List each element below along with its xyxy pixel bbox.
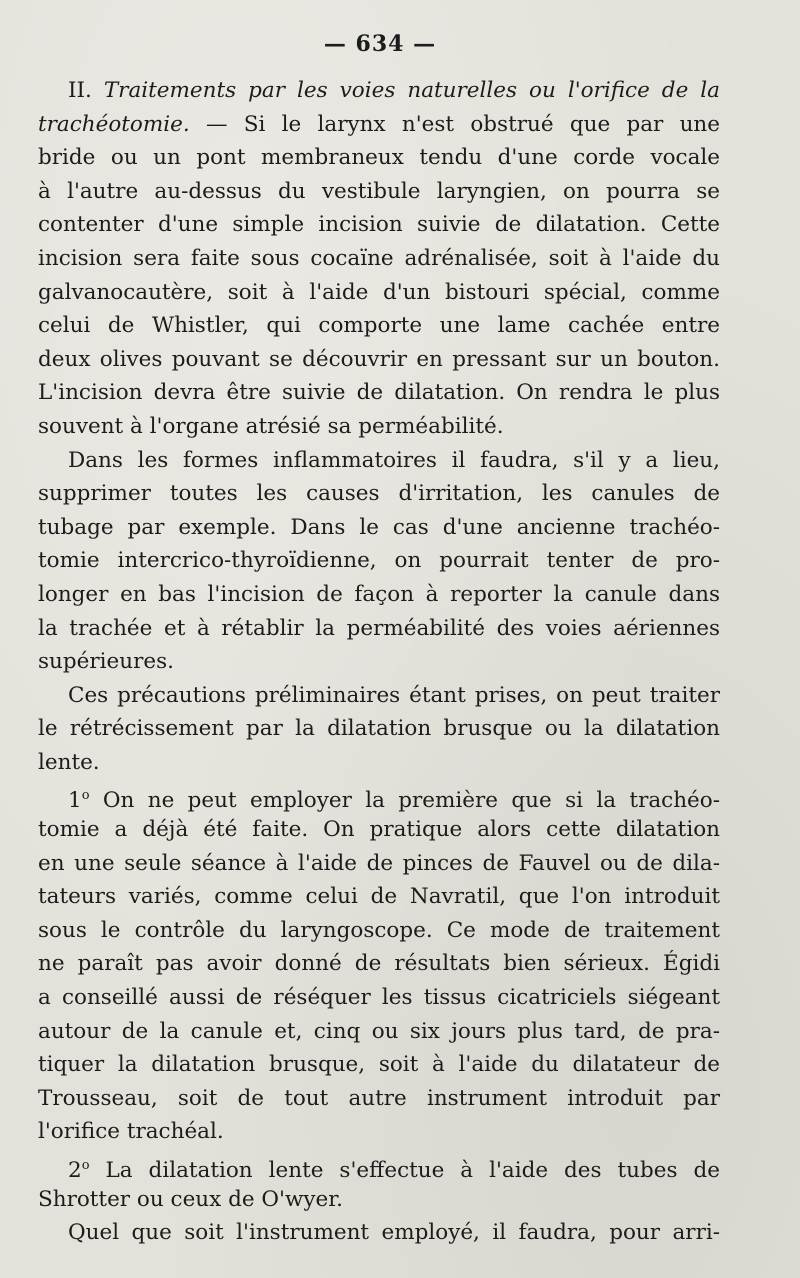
text-span: l'orifice trachéal. [38,1119,224,1145]
text-line [38,141,720,175]
text-line [38,242,720,276]
text-span: Quel que soit l'instrument employé, il faudra, pour arri- [68,1220,720,1246]
text-span: tomie a déjà été faite. On pratique alors cette dilatation [38,817,720,843]
text-line [38,880,720,914]
text-span: L'incision devra être suivie de dilatation. On rendra le plus [38,380,720,406]
text-line [38,175,720,209]
text-span: tateurs variés, comme celui de Navratil, que l'on introduit [38,884,720,910]
page-number: — 634 — [323,31,437,57]
text-span: celui de Whistler, qui comporte une lame cachée entre [38,313,720,339]
text-line [38,645,720,679]
text-line [38,578,720,612]
text-span: II. [68,78,104,103]
text-line [38,410,720,444]
text-line [38,813,720,847]
ordinal-superscript: o [81,1158,90,1173]
text-span: tomie intercrico-thyroïdienne, on pourrait tenter de pro- [38,548,720,574]
text-line [38,74,720,108]
text-span: Ces précautions préliminaires étant prises, on peut traiter [68,682,720,708]
text-line [38,444,720,478]
text-line [38,847,720,881]
text-line [38,679,720,713]
text-line [38,376,720,410]
text-span: Shrotter ou ceux de O'wyer. [38,1186,343,1212]
text-span: tiquer la dilatation brusque, soit à l'aide du dilatateur de [38,1052,720,1078]
text-line [38,108,720,142]
text-span: lente. [38,749,100,775]
text-line [38,1015,720,1049]
text-line [38,276,720,310]
text-span: trachéotomie. [38,111,190,137]
text-span: 2 [68,1158,82,1183]
text-span: deux olives pouvant se découvrir en pressant sur un bouton. [38,346,720,372]
text-line [38,309,720,343]
text-line [38,947,720,981]
body-text [38,74,720,1250]
text-line [38,1115,720,1149]
text-line [38,612,720,646]
text-span: incision sera faite sous cocaïne adrénalisée, soit à l'aide du [38,245,720,271]
text-span: le rétrécissement par la dilatation brusque ou la dilatation [38,716,720,742]
text-span: autour de la canule et, cinq ou six jours plus tard, de pra- [38,1018,720,1044]
text-line [38,1149,720,1183]
text-line [38,914,720,948]
text-line [38,511,720,545]
text-line [38,712,720,746]
text-span: supprimer toutes les causes d'irritation, les canules de [38,481,720,507]
text-line [38,1183,720,1217]
text-span: 1 [68,788,82,814]
text-span: supérieures. [38,649,174,675]
text-span: a conseillé aussi de réséquer les tissus cicatriciels siégeant [38,985,720,1011]
text-span: tubage par exemple. Dans le cas d'une ancienne trachéo- [38,514,720,540]
text-span: ne paraît pas avoir donné de résultats bien sérieux. Égidi [38,951,720,977]
text-line [38,544,720,578]
text-span: — Si le larynx n'est obstrué que par une [189,111,720,137]
text-line [38,208,720,242]
text-line [38,779,720,813]
text-span: sous le contrôle du laryngoscope. Ce mode de traitement [38,917,720,943]
text-span: Trousseau, soit de tout autre instrument introduit par [38,1085,720,1111]
text-span: La dilatation lente s'effectue à l'aide des tubes de [89,1158,720,1183]
text-span: Dans les formes inflammatoires il faudra, s'il y a lieu, [68,447,720,473]
text-span: contenter d'une simple incision suivie de dilatation. Cette [38,212,720,238]
text-span: Traitements par les voies naturelles ou l'orifice de la [103,78,720,103]
text-line [38,746,720,780]
ordinal-superscript: o [81,788,90,804]
text-line [38,477,720,511]
text-span: On ne peut employer la première que si la trachéo- [89,788,720,814]
text-line [38,343,720,377]
text-span: en une seule séance à l'aide de pinces de Fauvel ou de dila- [38,850,720,876]
text-span: souvent à l'organe atrésié sa perméabilité. [38,413,504,439]
text-span: à l'autre au-dessus du vestibule laryngien, on pourra se [38,178,720,204]
text-span: galvanocautère, soit à l'aide d'un bistouri spécial, comme [38,279,720,305]
text-span: longer en bas l'incision de façon à reporter la canule dans [38,581,720,607]
text-line [38,1048,720,1082]
text-span: la trachée et à rétablir la perméabilité des voies aériennes [38,615,720,641]
text-line [38,1082,720,1116]
text-line [38,1216,720,1250]
text-span: bride ou un pont membraneux tendu d'une corde vocale [38,145,720,171]
text-line [38,981,720,1015]
